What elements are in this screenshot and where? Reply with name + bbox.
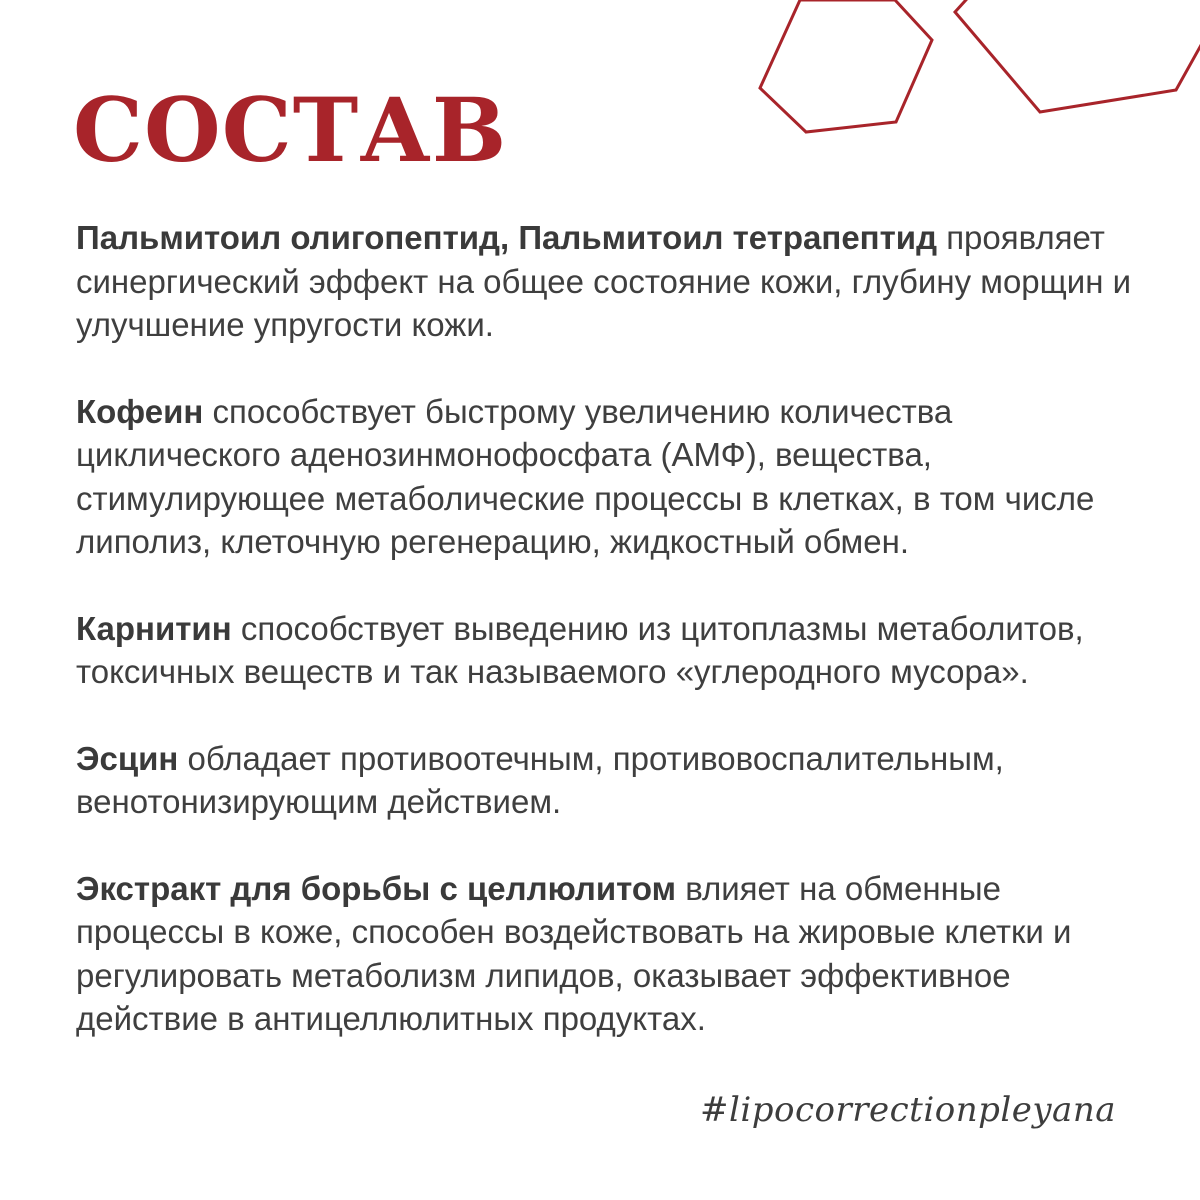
ingredient-term: Карнитин (76, 609, 232, 647)
ingredient-paragraph (76, 867, 1156, 1041)
ingredient-paragraph (76, 216, 1156, 347)
ingredient-term: Пальмитоил олигопептид, Пальмитоил тетрапептид (76, 219, 938, 256)
ingredient-description: способствует выведению из цитоплазмы метаболитов, токсичных веществ и так называемого «углеродного мусора». (76, 609, 1084, 690)
ingredient-term: Эсцин (76, 739, 179, 777)
ingredient-term: Экстракт для борьбы с целлюлитом (76, 869, 677, 907)
ingredient-paragraph (76, 737, 1156, 824)
ingredient-description: способствует быстрому увеличению количества циклического аденозинмонофосфата (АМФ), вещества, стимулирующее метаболические процессы в клетках, в том числе липолиз, клеточную регенерацию, жидкостный обмен. (76, 392, 1095, 560)
ingredient-description: влияет на обменные процессы в коже, способен воздействовать на жировые клетки и регулировать метаболизм липидов, оказывает эффективное действие в антицеллюлитных продуктах. (76, 869, 1072, 1037)
ingredient-term: Кофеин (76, 392, 204, 430)
hashtag: #lipocorrectionpleyana (700, 1090, 1116, 1130)
ingredient-paragraph (76, 607, 1156, 694)
page-title: СОСТАВ (73, 78, 508, 182)
hexagon-outline-right (955, 0, 1200, 112)
ingredient-description: проявляет синергический эффект на общее состояние кожи, глубину морщин и улучшение упругости кожи. (76, 219, 1132, 343)
hexagon-outline-left (760, 0, 932, 132)
ingredient-description: обладает противоотечным, противовоспалительным, венотонизирующим действием. (76, 739, 1004, 820)
ingredients-list (76, 216, 1156, 1084)
ingredient-paragraph (76, 390, 1156, 564)
